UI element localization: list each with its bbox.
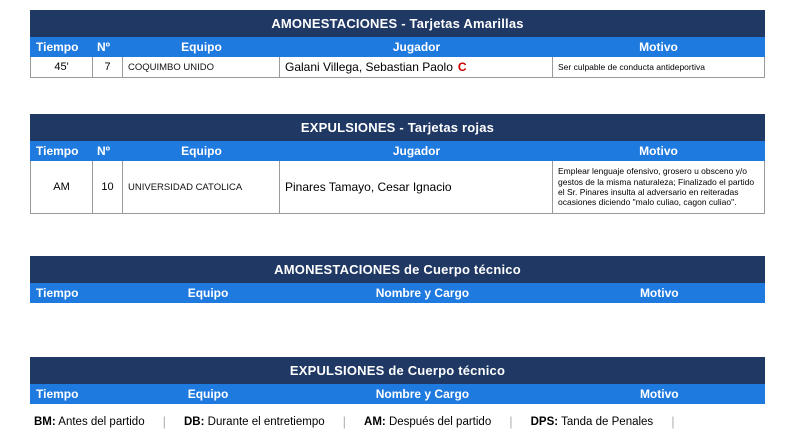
cell-motivo: Ser culpable de conducta antideportiva (558, 61, 705, 72)
cell-jugador: Pinares Tamayo, Cesar Ignacio (280, 161, 553, 213)
legend-text-db: Durante el entretiempo (207, 415, 325, 428)
cell-numero: 7 (93, 57, 123, 77)
table-row (30, 57, 765, 78)
column-header-nombre-cargo: Nombre y Cargo (375, 387, 470, 401)
column-header-numero: Nº (97, 144, 111, 158)
legend-separator: | (162, 414, 166, 429)
cell-tiempo: AM (31, 161, 93, 213)
cell-tiempo: 45' (31, 57, 93, 77)
column-header-motivo: Motivo (639, 286, 679, 300)
staff-warnings-table (30, 256, 765, 303)
cell-numero: 10 (93, 161, 123, 213)
legend-text-bm: Antes del partido (58, 415, 145, 428)
legend-code-db: DB: (183, 415, 205, 428)
staff-expulsions-header-row (30, 384, 765, 404)
report-page (30, 10, 765, 429)
column-header-equipo: Equipo (181, 144, 222, 158)
column-header-tiempo: Tiempo (36, 144, 79, 158)
cell-equipo: UNIVERSIDAD CATOLICA (123, 161, 280, 213)
cell-equipo: COQUIMBO UNIDO (123, 57, 280, 77)
column-header-tiempo: Tiempo (36, 387, 79, 401)
column-header-equipo: Equipo (181, 40, 222, 54)
legend (30, 414, 765, 429)
legend-code-bm: BM: (34, 415, 56, 428)
legend-item-bm (34, 416, 145, 428)
legend-text-dps: Tanda de Penales (561, 415, 654, 428)
legend-separator: | (342, 414, 347, 429)
column-header-tiempo: Tiempo (36, 40, 79, 54)
cell-jugador-name: Galani Villega, Sebastian Paolo (285, 60, 453, 74)
legend-code-dps: DPS: (530, 415, 559, 428)
column-header-equipo: Equipo (187, 387, 229, 401)
legend-item-am (364, 416, 491, 428)
staff-expulsions-title: EXPULSIONES de Cuerpo técnico (30, 357, 765, 384)
legend-separator: | (509, 414, 513, 429)
captain-mark: C (457, 60, 467, 74)
staff-expulsions-table (30, 357, 765, 404)
column-header-equipo: Equipo (187, 286, 229, 300)
red-cards-title: EXPULSIONES - Tarjetas rojas (30, 114, 765, 141)
column-header-jugador: Jugador (392, 144, 441, 158)
yellow-cards-title: AMONESTACIONES - Tarjetas Amarillas (30, 10, 765, 37)
column-header-motivo: Motivo (639, 144, 678, 158)
red-cards-header-row (30, 141, 765, 161)
legend-text-am: Después del partido (388, 415, 492, 428)
column-header-nombre-cargo: Nombre y Cargo (375, 286, 470, 300)
red-cards-table (30, 114, 765, 214)
staff-warnings-title: AMONESTACIONES de Cuerpo técnico (30, 256, 765, 283)
legend-separator: | (671, 414, 675, 429)
cell-jugador (280, 57, 553, 77)
legend-item-db (184, 416, 325, 428)
column-header-jugador: Jugador (392, 40, 441, 54)
legend-code-am: AM: (364, 415, 386, 428)
column-header-tiempo: Tiempo (36, 286, 79, 300)
table-row (30, 161, 765, 214)
column-header-motivo: Motivo (639, 40, 678, 54)
column-header-numero: Nº (97, 40, 111, 54)
cell-motivo: Emplear lenguaje ofensivo, grosero u obsceno y/o gestos de la misma naturaleza; Finalizado el partido el Sr. Pinares insulta al adversario en reiteradas ocasiones diciendo "malo culiao, cagon culiao". (558, 166, 755, 208)
staff-warnings-header-row (30, 283, 765, 303)
column-header-motivo: Motivo (639, 387, 679, 401)
yellow-cards-table (30, 10, 765, 78)
legend-item-dps (531, 416, 654, 428)
yellow-cards-header-row (30, 37, 765, 57)
